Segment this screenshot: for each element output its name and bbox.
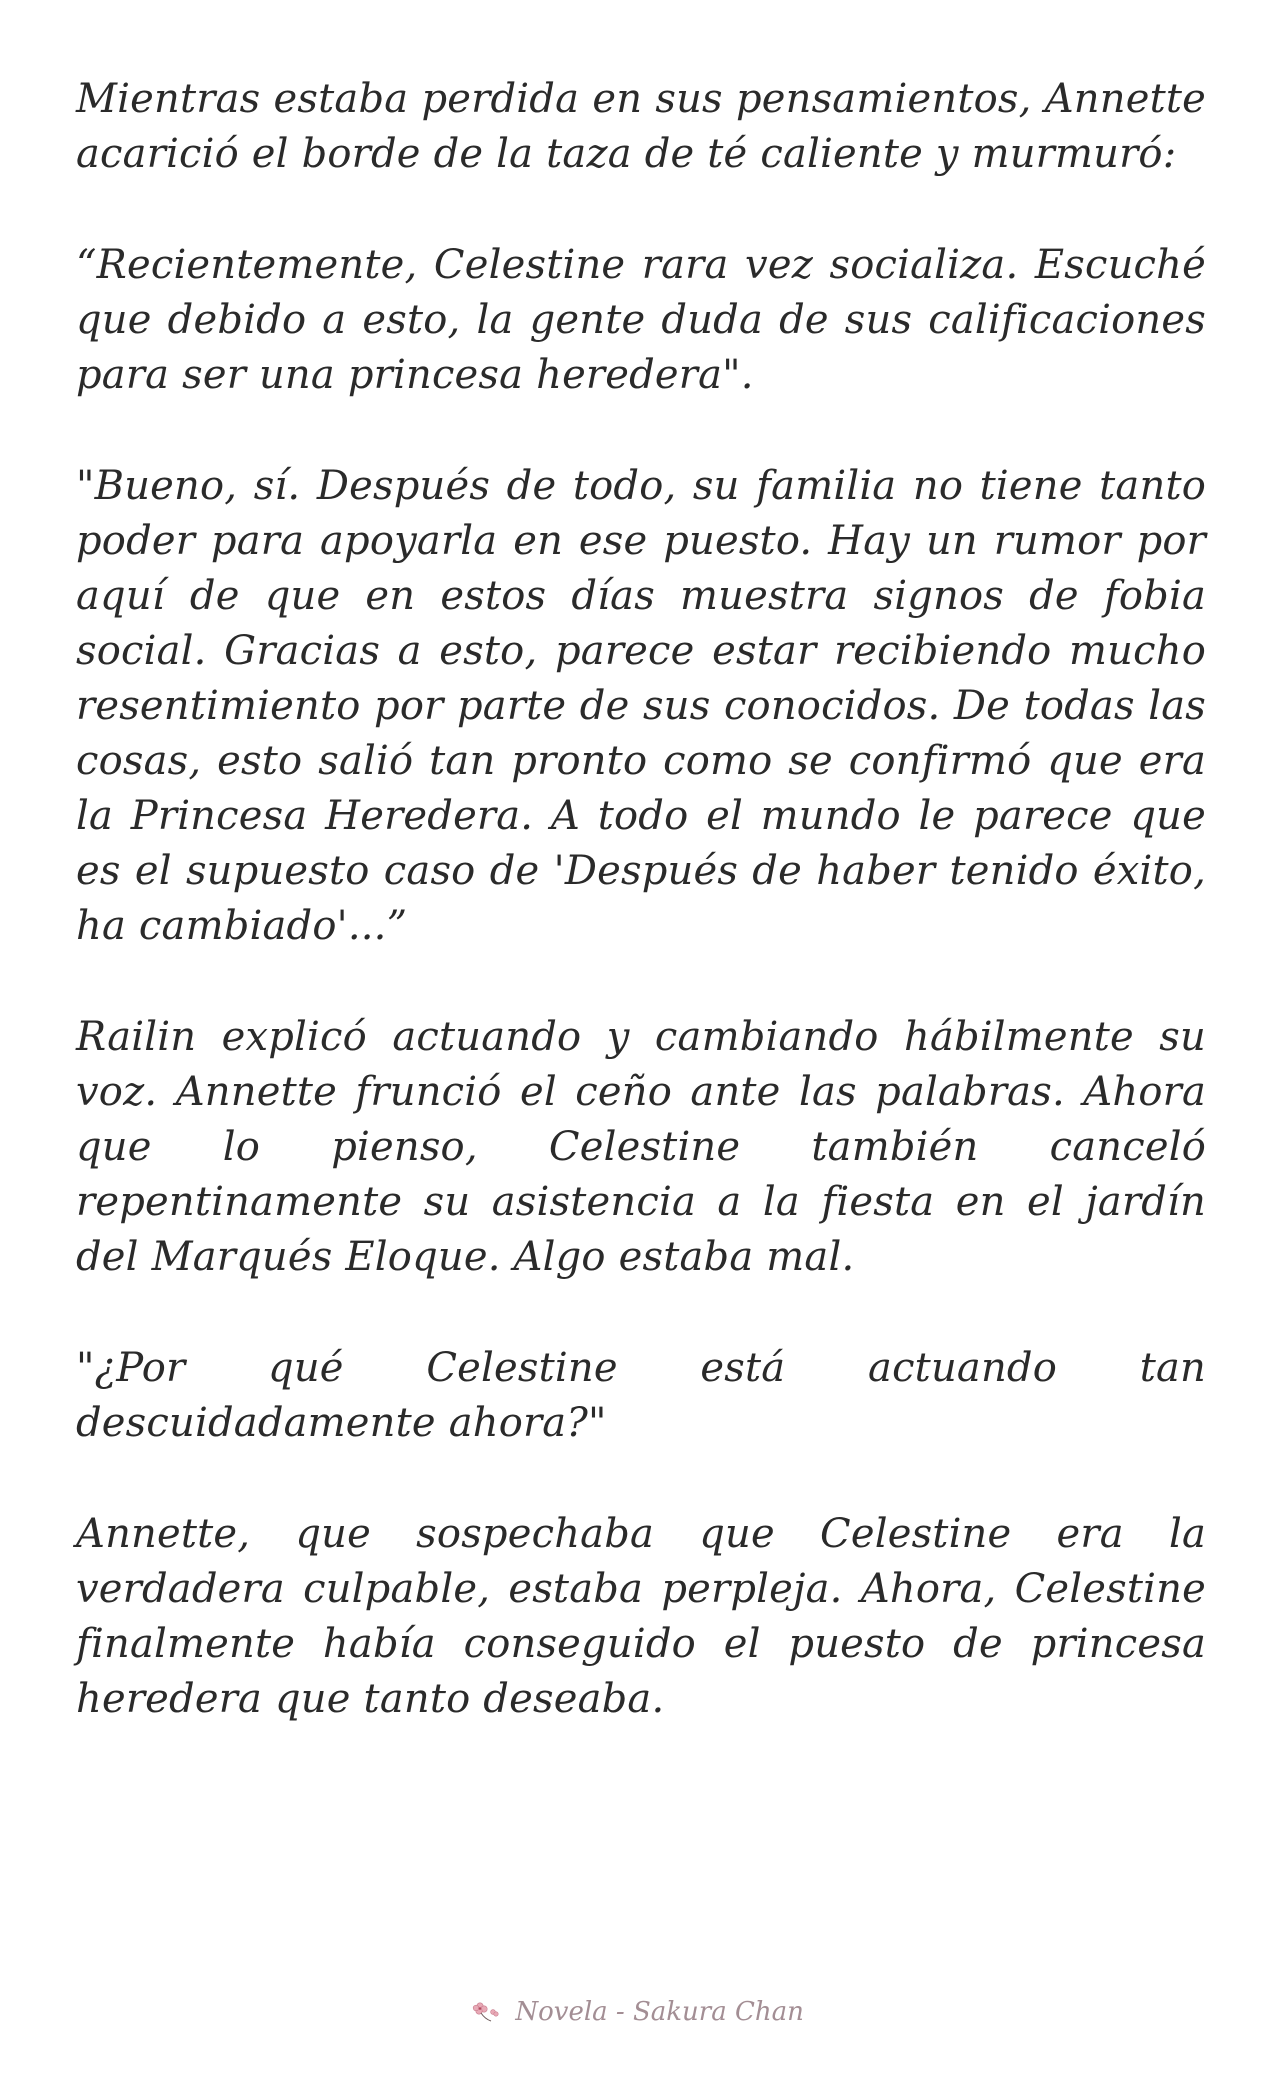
document-body xyxy=(76,72,1206,1783)
sakura-flower-icon xyxy=(471,1999,501,2025)
paragraph-1: Mientras estaba perdida en sus pensamientos, Annette acarició el borde de la taza de té caliente y murmuró: xyxy=(76,76,1206,177)
watermark-text: Novela - Sakura Chan xyxy=(515,1997,804,2027)
paragraph-4: Railin explicó actuando y cambiando hábilmente su voz. Annette frunció el ceño ante las palabras. Ahora que lo pienso, Celestine también canceló repentinamente su asistencia a la fiesta en el jardín del Marqués Eloque. Algo estaba mal. xyxy=(76,1014,1206,1280)
paragraph-2: “Recientemente, Celestine rara vez socializa. Escuché que debido a esto, la gente duda de sus calificaciones para ser una princesa heredera". xyxy=(76,242,1206,398)
paragraph-5: "¿Por qué Celestine está actuando tan descuidadamente ahora?" xyxy=(76,1345,1206,1446)
paragraph-3: "Bueno, sí. Después de todo, su familia no tiene tanto poder para apoyarla en ese puesto. Hay un rumor por aquí de que en estos días muestra signos de fobia social. Gracias a esto, parece estar recibiendo mucho resentimiento por parte de sus conocidos. De todas las cosas, esto salió tan pronto como se confirmó que era la Princesa Heredera. A todo el mundo le parece que es el supuesto caso de 'Después de haber tenido éxito, ha cambiado'...” xyxy=(76,463,1206,949)
watermark-footer xyxy=(0,1996,1275,2027)
paragraph-6: Annette, que sospechaba que Celestine era la verdadera culpable, estaba perpleja. Ahora, Celestine finalmente había conseguido el puesto de princesa heredera que tanto deseaba. xyxy=(76,1511,1206,1722)
